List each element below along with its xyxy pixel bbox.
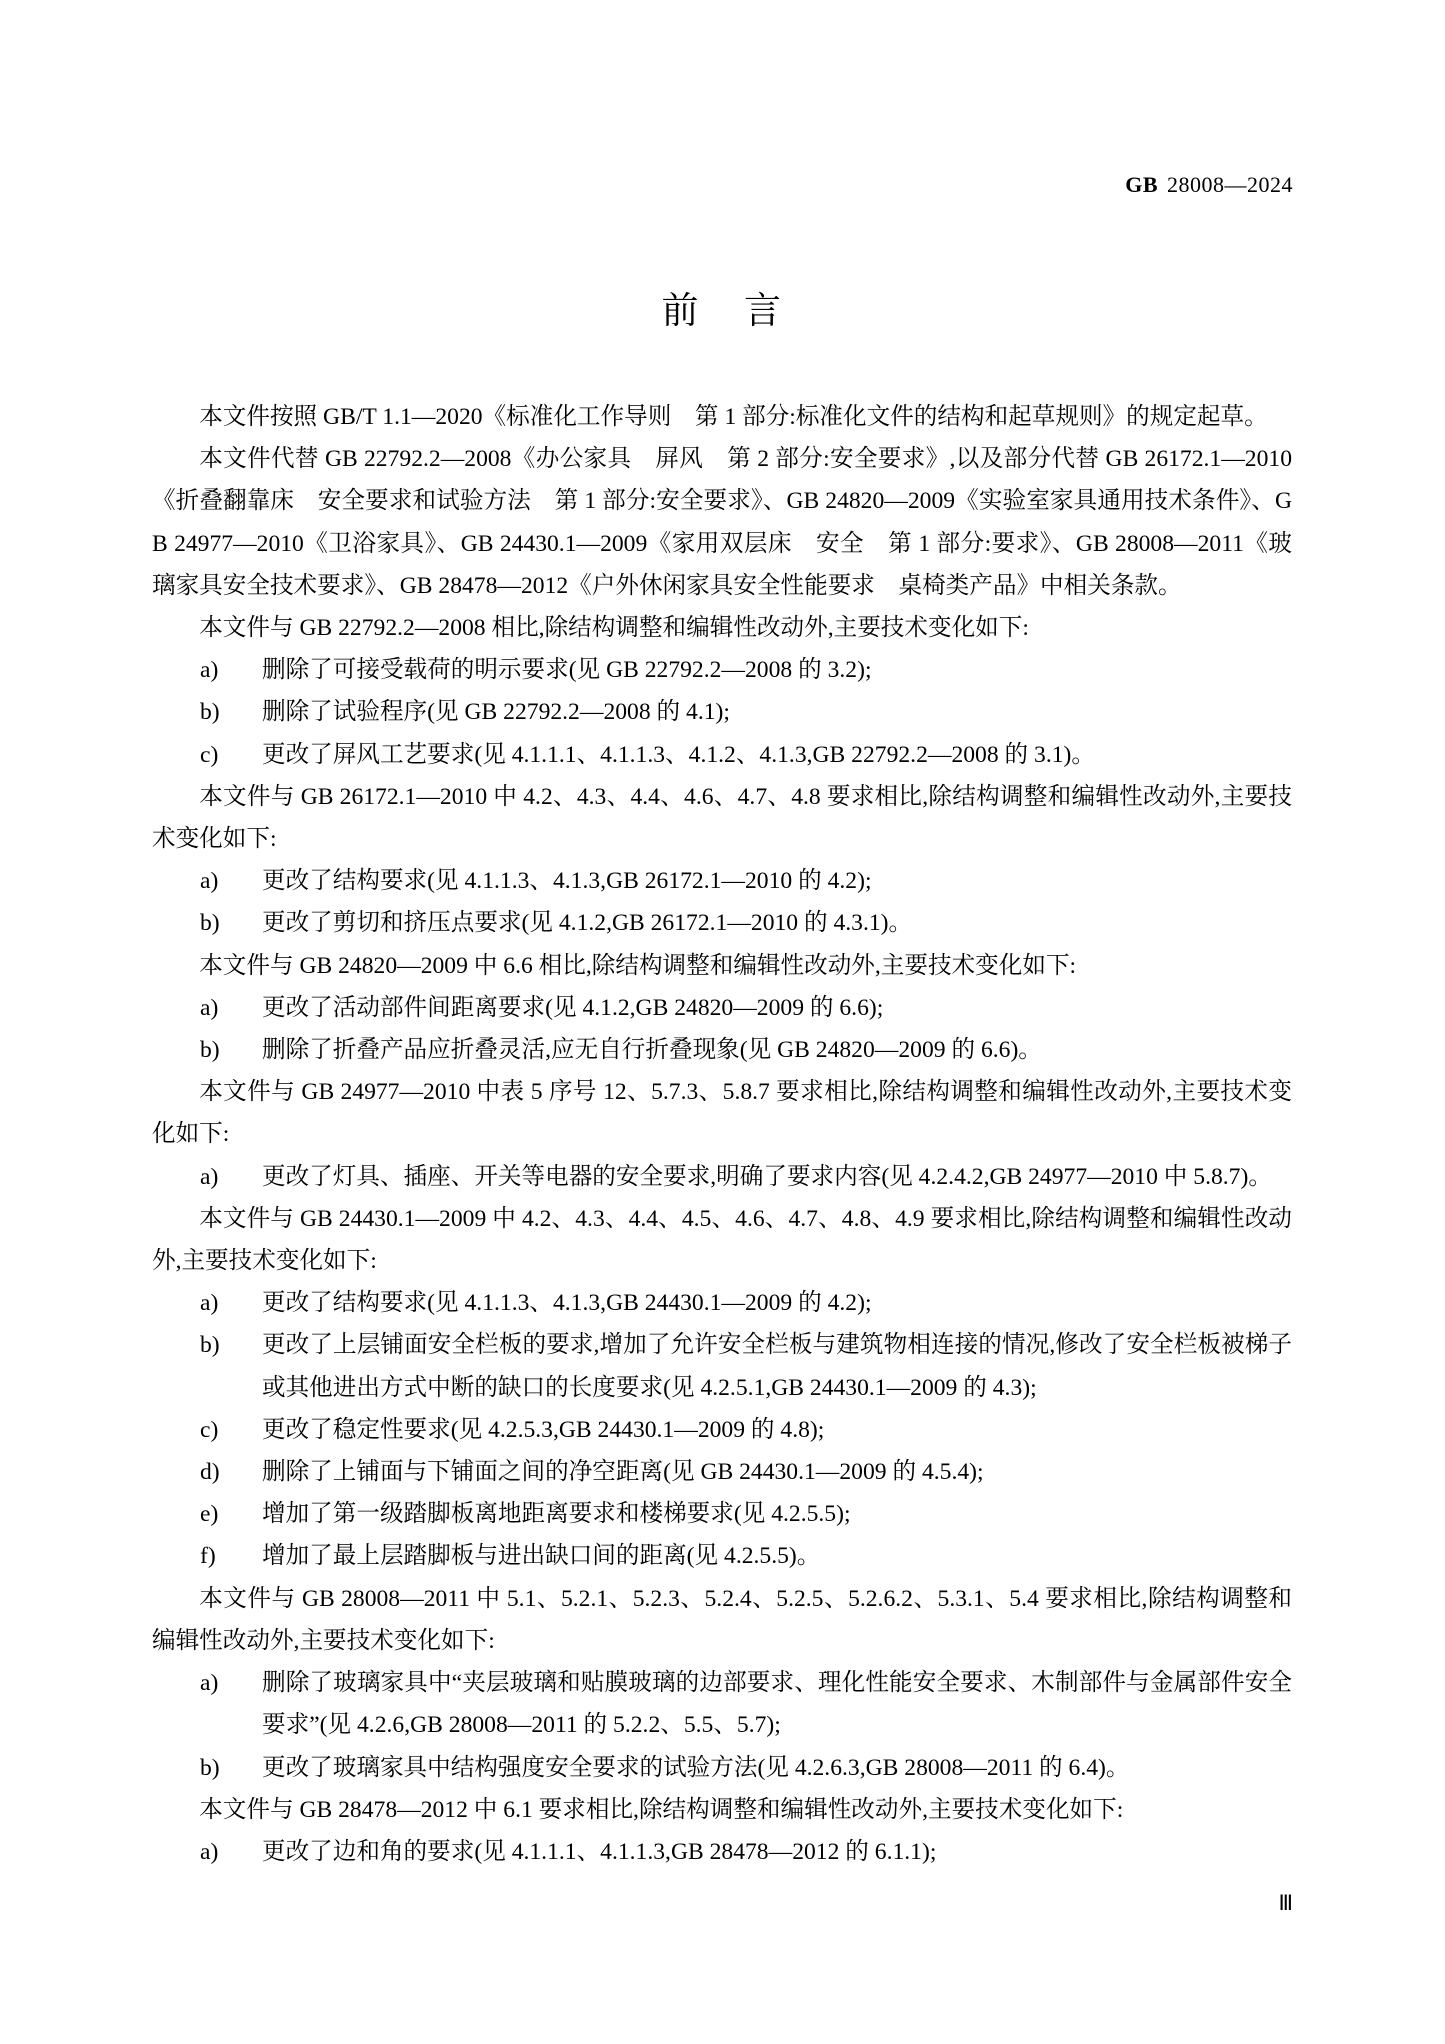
list-item-text: 删除了玻璃家具中“夹层玻璃和贴膜玻璃的边部要求、理化性能安全要求、木制部件与金属部件安全要求”(见 4.2.6,GB 28008—2011 的 5.2.2、5.5、5.7); bbox=[262, 1670, 1292, 1739]
list-item bbox=[152, 1662, 1292, 1746]
list-item-text: 更改了剪切和挤压点要求(见 4.1.2,GB 26172.1—2010 的 4.3.1)。 bbox=[262, 910, 913, 937]
list-marker: a) bbox=[200, 1163, 219, 1190]
list-item-text: 更改了屏风工艺要求(见 4.1.1.1、4.1.1.3、4.1.2、4.1.3,GB 22792.2—2008 的 3.1)。 bbox=[262, 741, 1095, 768]
list-marker: e) bbox=[200, 1501, 219, 1528]
list-item-text: 删除了试验程序(见 GB 22792.2—2008 的 4.1); bbox=[262, 699, 730, 726]
page-content bbox=[152, 280, 1292, 1873]
list-marker: d) bbox=[200, 1459, 220, 1486]
list-item-text: 更改了活动部件间距离要求(见 4.1.2,GB 24820—2009 的 6.6); bbox=[262, 994, 884, 1021]
paragraph-1: 本文件按照 GB/T 1.1—2020《标准化工作导则 第 1 部分:标准化文件的结构和起草规则》的规定起草。 bbox=[199, 404, 1268, 430]
list-item-text: 删除了可接受载荷的明示要求(见 GB 22792.2—2008 的 3.2); bbox=[262, 657, 872, 684]
list-item bbox=[152, 1156, 1292, 1198]
list-item-text: 更改了结构要求(见 4.1.1.3、4.1.3,GB 26172.1—2010 的 4.2); bbox=[262, 868, 872, 895]
list-item bbox=[152, 1029, 1292, 1071]
list-item bbox=[152, 1831, 1292, 1873]
list-item bbox=[152, 1747, 1292, 1789]
list-marker: b) bbox=[200, 699, 220, 726]
paragraph-4: 本文件与 GB 26172.1—2010 中 4.2、4.3、4.4、4.6、4.7、4.8 要求相比,除结构调整和编辑性改动外,主要技术变化如下: bbox=[152, 783, 1292, 853]
paragraph-8: 本文件与 GB 28008—2011 中 5.1、5.2.1、5.2.3、5.2.4、5.2.5、5.2.6.2、5.3.1、5.4 要求相比,除结构调整和编辑性改动外,主要技术变化如下: bbox=[152, 1585, 1292, 1654]
list-marker: a) bbox=[200, 868, 219, 895]
list-item-text: 更改了边和角的要求(见 4.1.1.1、4.1.1.3,GB 28478—2012 的 6.1.1); bbox=[262, 1838, 937, 1865]
list-item bbox=[152, 1535, 1292, 1577]
list-marker: a) bbox=[200, 994, 219, 1021]
list-item-text: 更改了灯具、插座、开关等电器的安全要求,明确了要求内容(见 4.2.4.2,GB 24977—2010 中 5.8.7)。 bbox=[262, 1163, 1272, 1190]
list-marker: c) bbox=[200, 1416, 219, 1443]
paragraph-2: 本文件代替 GB 22792.2—2008《办公家具 屏风 第 2 部分:安全要求》,以及部分代替 GB 26172.1—2010《折叠翻靠床 安全要求和试验方法 第 1 部分:安全要求》、GB 24820—2009《实验室家具通用技术条件》、GB 24977—2010《卫浴家具》、GB 24430.1—2009《家用双层床 安全 第 1 部分:要求》、GB 28008—2011《玻璃家具安全技术要求》、GB 28478—2012《户外休闲家具安全性能要求 桌椅类产品》中相关条款。 bbox=[152, 446, 1292, 599]
paragraph-9: 本文件与 GB 28478—2012 中 6.1 要求相比,除结构调整和编辑性改动外,主要技术变化如下: bbox=[199, 1796, 1124, 1823]
list-item-text: 更改了结构要求(见 4.1.1.3、4.1.3,GB 24430.1—2009 的 4.2); bbox=[262, 1290, 872, 1317]
list-marker: b) bbox=[200, 910, 220, 937]
list-item bbox=[152, 734, 1292, 776]
list-item bbox=[152, 987, 1292, 1029]
title-char-2: 言 bbox=[744, 290, 783, 331]
list-item bbox=[152, 1451, 1292, 1493]
list-item-text: 增加了最上层踏脚板与进出缺口间的距离(见 4.2.5.5)。 bbox=[262, 1543, 821, 1570]
running-header bbox=[1125, 172, 1293, 198]
list-item-text: 更改了玻璃家具中结构强度安全要求的试验方法(见 4.2.6.3,GB 28008—2011 的 6.4)。 bbox=[262, 1754, 1130, 1781]
standard-prefix: GB bbox=[1125, 172, 1158, 197]
paragraph-3: 本文件与 GB 22792.2—2008 相比,除结构调整和编辑性改动外,主要技术变化如下: bbox=[199, 615, 1029, 642]
list-item-text: 删除了上铺面与下铺面之间的净空距离(见 GB 24430.1—2009 的 4.5.4); bbox=[262, 1459, 984, 1486]
list-marker: b) bbox=[200, 1037, 220, 1064]
list-marker: a) bbox=[200, 1290, 219, 1317]
list-marker: b) bbox=[200, 1332, 220, 1359]
paragraph-7: 本文件与 GB 24430.1—2009 中 4.2、4.3、4.4、4.5、4.6、4.7、4.8、4.9 要求相比,除结构调整和编辑性改动外,主要技术变化如下: bbox=[152, 1205, 1292, 1275]
list-item bbox=[152, 902, 1292, 944]
list-marker: c) bbox=[200, 741, 219, 768]
paragraph-5: 本文件与 GB 24820—2009 中 6.6 相比,除结构调整和编辑性改动外,主要技术变化如下: bbox=[199, 952, 1077, 979]
list-item-text: 增加了第一级踏脚板离地距离要求和楼梯要求(见 4.2.5.5); bbox=[262, 1501, 851, 1528]
list-item bbox=[152, 649, 1292, 691]
list-marker: a) bbox=[200, 1838, 219, 1865]
page-title bbox=[152, 280, 1292, 334]
page-number: Ⅲ bbox=[1278, 1891, 1293, 1915]
list-marker: b) bbox=[200, 1754, 220, 1781]
list-item bbox=[152, 1409, 1292, 1451]
paragraph-6: 本文件与 GB 24977—2010 中表 5 序号 12、5.7.3、5.8.7 要求相比,除结构调整和编辑性改动外,主要技术变化如下: bbox=[152, 1079, 1292, 1148]
list-item bbox=[152, 860, 1292, 902]
list-item-text: 更改了上层铺面安全栏板的要求,增加了允许安全栏板与建筑物相连接的情况,修改了安全栏板被梯子或其他进出方式中断的缺口的长度要求(见 4.2.5.1,GB 24430.1—2009 的 4.3); bbox=[262, 1332, 1292, 1401]
standard-number: 28008—2024 bbox=[1167, 172, 1293, 197]
list-item bbox=[152, 691, 1292, 733]
list-item bbox=[152, 1493, 1292, 1535]
list-marker: a) bbox=[200, 657, 219, 684]
list-item-text: 删除了折叠产品应折叠灵活,应无自行折叠现象(见 GB 24820—2009 的 6.6)。 bbox=[262, 1037, 1042, 1064]
list-item-text: 更改了稳定性要求(见 4.2.5.3,GB 24430.1—2009 的 4.8); bbox=[262, 1416, 825, 1443]
list-marker: a) bbox=[200, 1670, 219, 1697]
list-marker: f) bbox=[200, 1543, 216, 1570]
title-char-1: 前 bbox=[661, 290, 700, 331]
list-item bbox=[152, 1324, 1292, 1408]
list-item bbox=[152, 1282, 1292, 1324]
